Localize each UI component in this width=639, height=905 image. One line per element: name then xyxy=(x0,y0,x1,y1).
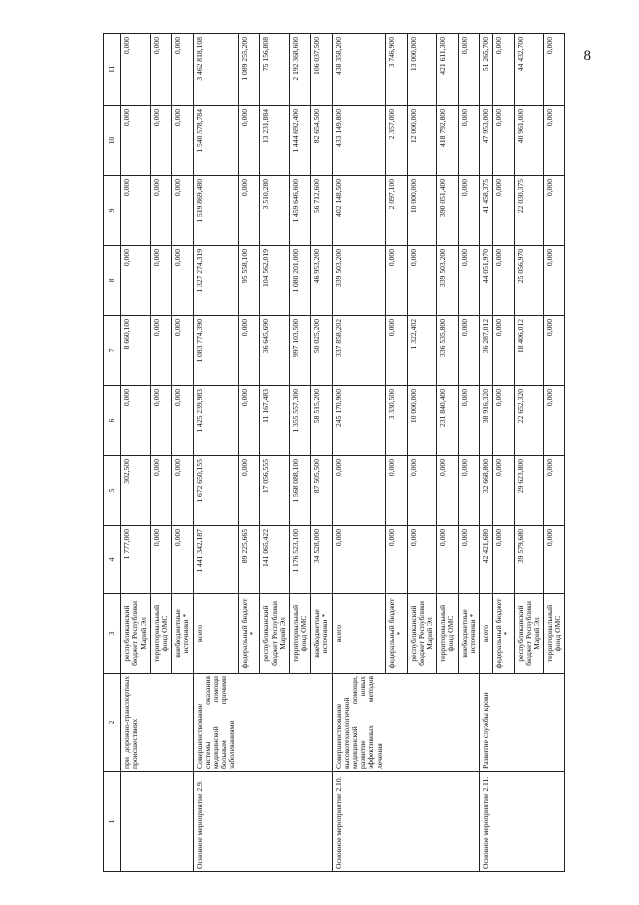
measure-description-cell xyxy=(458,674,479,772)
amount-cell: 29 623,800 xyxy=(514,456,544,526)
amount-cell: 0,000 xyxy=(386,456,407,526)
amount-cell: 0,000 xyxy=(544,176,565,246)
amount-cell: 339 503,200 xyxy=(437,246,458,316)
measure-description-cell xyxy=(514,674,544,772)
measure-name-cell xyxy=(150,772,171,872)
funding-source-cell: всего xyxy=(479,594,492,674)
amount-cell: 2 357,000 xyxy=(386,106,407,176)
amount-cell: 18 406,012 xyxy=(514,316,544,386)
funding-source-cell: внебюджетные источники * xyxy=(458,594,479,674)
funding-source-cell: внебюджетные источники * xyxy=(311,594,332,674)
measure-name-cell xyxy=(544,772,565,872)
amount-cell: 0,000 xyxy=(150,386,171,456)
amount-cell: 89 225,665 xyxy=(238,526,259,594)
amount-cell: 336 535,800 xyxy=(437,316,458,386)
amount-cell: 0,000 xyxy=(458,316,479,386)
amount-cell: 58 515,200 xyxy=(311,386,332,456)
amount-cell: 0,000 xyxy=(386,526,407,594)
table-row xyxy=(121,34,151,872)
amount-cell: 0,000 xyxy=(238,316,259,386)
amount-cell: 0,000 xyxy=(544,456,565,526)
amount-cell: 0,000 xyxy=(544,34,565,106)
measure-name-cell xyxy=(289,772,310,872)
measure-description-cell: Совершенствование системы оказания медицинской помощи больным прочими заболеваниями xyxy=(193,674,238,772)
funding-source-cell: федеральный бюджет * xyxy=(493,594,514,674)
amount-cell: 0,000 xyxy=(437,526,458,594)
amount-cell: 1 089 255,200 xyxy=(238,34,259,106)
funding-source-cell: территориальный фонд ОМС xyxy=(437,594,458,674)
amount-cell: 56 712,600 xyxy=(311,176,332,246)
measure-name-cell xyxy=(437,772,458,872)
measure-description-cell xyxy=(150,674,171,772)
amount-cell: 1 459 646,600 xyxy=(289,176,310,246)
measure-description-cell: Развитие службы крови xyxy=(479,674,492,772)
table-row xyxy=(332,34,386,872)
amount-cell: 0,000 xyxy=(407,456,437,526)
amount-cell: 1 672 650,155 xyxy=(193,456,238,526)
amount-cell: 1 176 523,100 xyxy=(289,526,310,594)
table-row xyxy=(544,34,565,872)
table-row xyxy=(514,34,544,872)
measure-description-cell xyxy=(493,674,514,772)
amount-cell: 0,000 xyxy=(121,106,151,176)
amount-cell: 1 425 239,983 xyxy=(193,386,238,456)
amount-cell: 0,000 xyxy=(544,386,565,456)
amount-cell: 0,000 xyxy=(121,34,151,106)
measure-name-cell xyxy=(238,772,259,872)
table-row xyxy=(150,34,171,872)
amount-cell: 0,000 xyxy=(493,386,514,456)
table-row xyxy=(479,34,492,872)
amount-cell: 0,000 xyxy=(458,34,479,106)
amount-cell: 421 611,300 xyxy=(437,34,458,106)
amount-cell: 0,000 xyxy=(172,176,193,246)
measure-name-cell xyxy=(407,772,437,872)
table-row xyxy=(193,34,238,872)
amount-cell: 339 503,200 xyxy=(332,246,386,316)
funding-source-cell: всего xyxy=(193,594,238,674)
measure-description-cell xyxy=(407,674,437,772)
amount-cell: 51 265,700 xyxy=(479,34,492,106)
amount-cell: 42 421,680 xyxy=(479,526,492,594)
amount-cell: 36 645,690 xyxy=(260,316,290,386)
amount-cell: 0,000 xyxy=(458,456,479,526)
amount-cell: 25 056,970 xyxy=(514,246,544,316)
amount-cell: 22 652,320 xyxy=(514,386,544,456)
measure-description-cell xyxy=(386,674,407,772)
funding-source-cell: территориальный фонд ОМС xyxy=(150,594,171,674)
table-row xyxy=(289,34,310,872)
amount-cell: 0,000 xyxy=(493,106,514,176)
amount-cell: 0,000 xyxy=(172,456,193,526)
funding-source-cell: республиканский бюджет Республики Марий Эл xyxy=(260,594,290,674)
amount-cell: 12 000,000 xyxy=(407,106,437,176)
amount-cell: 2 192 368,600 xyxy=(289,34,310,106)
amount-cell: 438 358,200 xyxy=(332,34,386,106)
amount-cell: 0,000 xyxy=(458,106,479,176)
amount-cell: 10 000,000 xyxy=(407,176,437,246)
rotated-table-container xyxy=(103,34,635,872)
amount-cell: 433 149,800 xyxy=(332,106,386,176)
amount-cell: 0,000 xyxy=(172,386,193,456)
amount-cell: 0,000 xyxy=(172,246,193,316)
measure-name-cell: Основное мероприятие 2.11. xyxy=(479,772,492,872)
amount-cell: 8 660,100 xyxy=(121,316,151,386)
amount-cell: 0,000 xyxy=(458,386,479,456)
amount-cell: 0,000 xyxy=(150,106,171,176)
measure-name-cell xyxy=(386,772,407,872)
amount-cell: 1 444 692,400 xyxy=(289,106,310,176)
amount-cell: 13 000,000 xyxy=(407,34,437,106)
amount-cell: 32 668,800 xyxy=(479,456,492,526)
amount-cell: 38 916,320 xyxy=(479,386,492,456)
column-number-header: 6 xyxy=(104,386,121,456)
table-body xyxy=(121,34,565,872)
amount-cell: 0,000 xyxy=(493,246,514,316)
amount-cell: 0,000 xyxy=(121,176,151,246)
funding-source-cell: республиканский бюджет Республики Марий Эл xyxy=(407,594,437,674)
amount-cell: 0,000 xyxy=(172,34,193,106)
measure-description-cell xyxy=(260,674,290,772)
table-row xyxy=(437,34,458,872)
funding-source-cell: территориальный фонд ОМС xyxy=(289,594,310,674)
amount-cell: 87 505,500 xyxy=(311,456,332,526)
measure-description-cell xyxy=(544,674,565,772)
amount-cell: 1 080 201,000 xyxy=(289,246,310,316)
column-number-header: 1 xyxy=(104,772,121,872)
amount-cell: 0,000 xyxy=(150,526,171,594)
amount-cell: 0,000 xyxy=(332,526,386,594)
amount-cell: 0,000 xyxy=(458,176,479,246)
amount-cell: 34 528,000 xyxy=(311,526,332,594)
funding-source-cell: республиканский бюджет Республики Марий Эл xyxy=(121,594,151,674)
measure-name-cell xyxy=(493,772,514,872)
financing-table xyxy=(103,33,565,872)
amount-cell: 0,000 xyxy=(172,526,193,594)
amount-cell: 17 056,555 xyxy=(260,456,290,526)
measure-description-cell xyxy=(437,674,458,772)
amount-cell: 47 953,000 xyxy=(479,106,492,176)
amount-cell: 0,000 xyxy=(493,316,514,386)
amount-cell: 3 330,500 xyxy=(386,386,407,456)
amount-cell: 0,000 xyxy=(172,106,193,176)
amount-cell: 106 037,500 xyxy=(311,34,332,106)
measure-name-cell xyxy=(121,772,151,872)
amount-cell: 0,000 xyxy=(458,526,479,594)
column-number-header: 10 xyxy=(104,106,121,176)
amount-cell: 2 097,100 xyxy=(386,176,407,246)
amount-cell: 390 051,400 xyxy=(437,176,458,246)
funding-source-cell: внебюджетные источники * xyxy=(172,594,193,674)
amount-cell: 0,000 xyxy=(407,246,437,316)
amount-cell: 41 458,375 xyxy=(479,176,492,246)
amount-cell: 1 441 342,187 xyxy=(193,526,238,594)
amount-cell: 0,000 xyxy=(172,316,193,386)
funding-source-cell: территориальный фонд ОМС xyxy=(544,594,565,674)
measure-name-cell xyxy=(458,772,479,872)
amount-cell: 0,000 xyxy=(493,526,514,594)
column-number-header: 3 xyxy=(104,594,121,674)
amount-cell: 1 355 557,300 xyxy=(289,386,310,456)
amount-cell: 1 540 578,784 xyxy=(193,106,238,176)
amount-cell: 50 025,200 xyxy=(311,316,332,386)
amount-cell: 13 231,884 xyxy=(260,106,290,176)
measure-name-cell xyxy=(311,772,332,872)
amount-cell: 1 568 088,100 xyxy=(289,456,310,526)
amount-cell: 10 000,000 xyxy=(407,386,437,456)
column-number-header: 5 xyxy=(104,456,121,526)
measure-name-cell xyxy=(172,772,193,872)
column-number-header: 4 xyxy=(104,526,121,594)
amount-cell: 302,500 xyxy=(121,456,151,526)
amount-cell: 997 103,500 xyxy=(289,316,310,386)
amount-cell: 0,000 xyxy=(238,176,259,246)
column-number-header: 9 xyxy=(104,176,121,246)
amount-cell: 82 654,500 xyxy=(311,106,332,176)
table-row xyxy=(407,34,437,872)
amount-cell: 0,000 xyxy=(437,456,458,526)
measure-description-cell xyxy=(289,674,310,772)
measure-description-cell xyxy=(172,674,193,772)
table-row xyxy=(172,34,193,872)
amount-cell: 0,000 xyxy=(386,316,407,386)
table-row xyxy=(386,34,407,872)
amount-cell: 0,000 xyxy=(332,456,386,526)
amount-cell: 0,000 xyxy=(238,106,259,176)
amount-cell: 75 156,808 xyxy=(260,34,290,106)
amount-cell: 1 322,402 xyxy=(407,316,437,386)
measure-description-cell: при дорожно-транспортных происшествиях xyxy=(121,674,151,772)
measure-name-cell: Основное мероприятие 2.9. xyxy=(193,772,238,872)
amount-cell: 104 562,019 xyxy=(260,246,290,316)
amount-cell: 0,000 xyxy=(544,316,565,386)
measure-name-cell xyxy=(260,772,290,872)
funding-source-cell: федеральный бюджет * xyxy=(386,594,407,674)
amount-cell: 231 840,400 xyxy=(437,386,458,456)
column-number-header: 2 xyxy=(104,674,121,772)
table-row xyxy=(260,34,290,872)
amount-cell: 1 083 774,390 xyxy=(193,316,238,386)
amount-cell: 0,000 xyxy=(407,526,437,594)
amount-cell: 0,000 xyxy=(458,246,479,316)
amount-cell: 0,000 xyxy=(493,176,514,246)
amount-cell: 3 462 818,108 xyxy=(193,34,238,106)
funding-source-cell: республиканский бюджет Республики Марий Эл xyxy=(514,594,544,674)
amount-cell: 0,000 xyxy=(493,456,514,526)
measure-name-cell: Основное мероприятие 2.10. xyxy=(332,772,386,872)
amount-cell: 39 579,680 xyxy=(514,526,544,594)
column-number-row xyxy=(104,34,121,872)
amount-cell: 0,000 xyxy=(121,386,151,456)
measure-description-cell xyxy=(311,674,332,772)
amount-cell: 1 519 869,480 xyxy=(193,176,238,246)
measure-description-cell: Совершенствование высокотехнологичной медицинской помощи, развитие новых эффективных методов лечения xyxy=(332,674,386,772)
measure-description-cell xyxy=(238,674,259,772)
amount-cell: 0,000 xyxy=(544,526,565,594)
amount-cell: 418 792,800 xyxy=(437,106,458,176)
amount-cell: 1 327 274,319 xyxy=(193,246,238,316)
amount-cell: 44 432,700 xyxy=(514,34,544,106)
amount-cell: 141 065,422 xyxy=(260,526,290,594)
amount-cell: 0,000 xyxy=(150,176,171,246)
column-number-header: 8 xyxy=(104,246,121,316)
amount-cell: 36 287,012 xyxy=(479,316,492,386)
amount-cell: 22 030,375 xyxy=(514,176,544,246)
table-row xyxy=(458,34,479,872)
amount-cell: 1 777,000 xyxy=(121,526,151,594)
measure-name-cell xyxy=(514,772,544,872)
amount-cell: 95 558,100 xyxy=(238,246,259,316)
amount-cell: 0,000 xyxy=(150,456,171,526)
amount-cell: 0,000 xyxy=(150,316,171,386)
amount-cell: 11 167,483 xyxy=(260,386,290,456)
amount-cell: 0,000 xyxy=(238,386,259,456)
table-row xyxy=(238,34,259,872)
amount-cell: 46 953,200 xyxy=(311,246,332,316)
amount-cell: 0,000 xyxy=(238,456,259,526)
amount-cell: 40 961,000 xyxy=(514,106,544,176)
amount-cell: 0,000 xyxy=(544,246,565,316)
table-row xyxy=(493,34,514,872)
amount-cell: 3 510,280 xyxy=(260,176,290,246)
amount-cell: 0,000 xyxy=(121,246,151,316)
amount-cell: 0,000 xyxy=(493,34,514,106)
page-number: 8 xyxy=(583,48,591,64)
amount-cell: 337 858,202 xyxy=(332,316,386,386)
column-number-header: 11 xyxy=(104,34,121,106)
funding-source-cell: всего xyxy=(332,594,386,674)
amount-cell: 3 746,900 xyxy=(386,34,407,106)
table-row xyxy=(311,34,332,872)
column-number-header: 7 xyxy=(104,316,121,386)
amount-cell: 0,000 xyxy=(150,246,171,316)
amount-cell: 402 148,500 xyxy=(332,176,386,246)
amount-cell: 245 170,900 xyxy=(332,386,386,456)
amount-cell: 0,000 xyxy=(386,246,407,316)
amount-cell: 0,000 xyxy=(544,106,565,176)
funding-source-cell: федеральный бюджет * xyxy=(238,594,259,674)
amount-cell: 0,000 xyxy=(150,34,171,106)
amount-cell: 44 051,970 xyxy=(479,246,492,316)
